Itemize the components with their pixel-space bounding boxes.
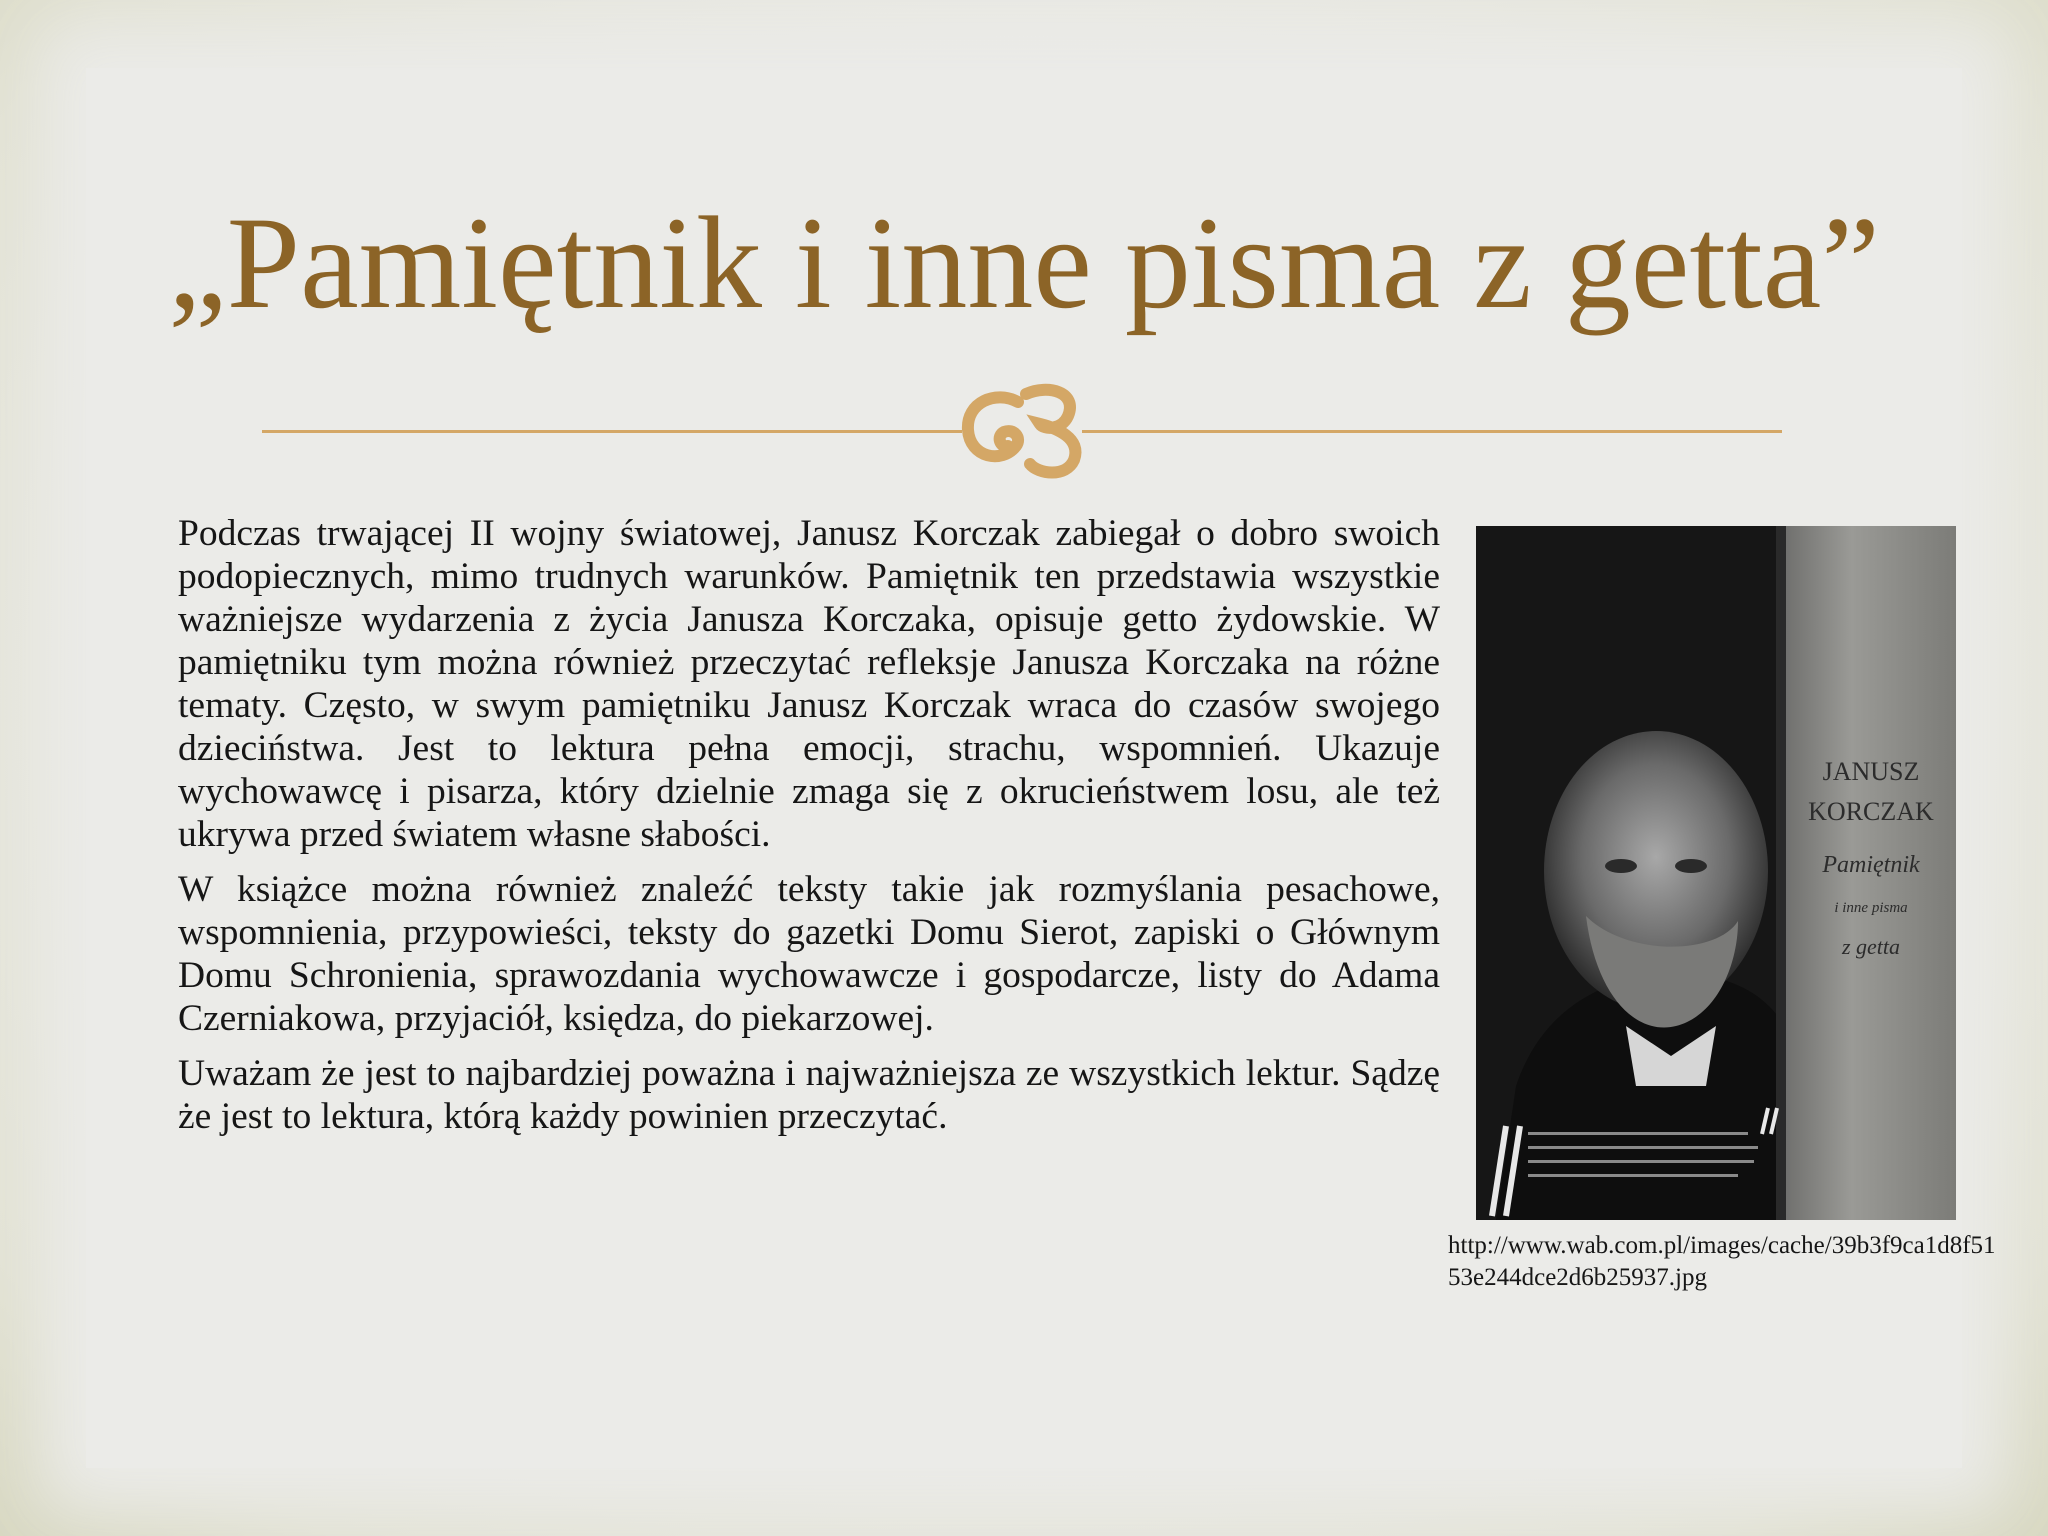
swirl-ornament-icon <box>956 372 1096 482</box>
body-text <box>178 512 1440 1150</box>
cover-title-line2: i inne pisma <box>1834 900 1908 916</box>
image-caption-url: http://www.wab.com.pl/images/cache/39b3f9ca1d8f5153e244dce2d6b25937.jpg <box>1448 1232 1996 1291</box>
book-cover-image <box>1476 526 1956 1220</box>
paragraph-2: W książce można również znaleźć teksty takie jak rozmyślania pesachowe, wspomnienia, przypowieści, teksty do gazetki Domu Sierot, zapiski o Głównym Domu Schronienia, sprawozdania wychowawcze i gospodarcze, listy do Adama Czerniakowa, przyjaciół, księdza, do piekarzowej. <box>178 869 1440 1039</box>
book-cover-illustration <box>1476 526 1956 1220</box>
paragraph-1: Podczas trwającej II wojny światowej, Janusz Korczak zabiegał o dobro swoich podopiecznych, mimo trudnych warunków. Pamiętnik ten przedstawia wszystkie ważniejsze wydarzenia z życia Janusza Korczaka, opisuje getto żydowskie. W pamiętniku tym można również przeczytać refleksje Janusza Korczaka na różne tematy. Często, w swym pamiętniku Janusz Korczak wraca do czasów swojego dzieciństwa. Jest to lektura pełna emocji, strachu, wspomnień. Ukazuje wychowawcę i pisarza, który dzielnie zmaga się z okrucieństwem losu, ale też ukrywa przed światem własne słabości. <box>178 513 1440 855</box>
paragraph-3: Uważam że jest to najbardziej poważna i najważniejsza ze wszystkich lektur. Sądzę że jest to lektura, którą każdy powinien przeczytać. <box>178 1053 1440 1137</box>
divider-line-right <box>1082 430 1782 433</box>
slide-title: „Pamiętnik i inne pisma z getta” <box>168 189 1880 336</box>
cover-title-line1: Pamiętnik <box>1822 852 1920 878</box>
cover-author-line2: KORCZAK <box>1808 797 1934 826</box>
divider-line-left <box>262 430 962 433</box>
cover-title-line3: z getta <box>1841 934 1901 959</box>
cover-author-line1: JANUSZ <box>1822 757 1920 786</box>
